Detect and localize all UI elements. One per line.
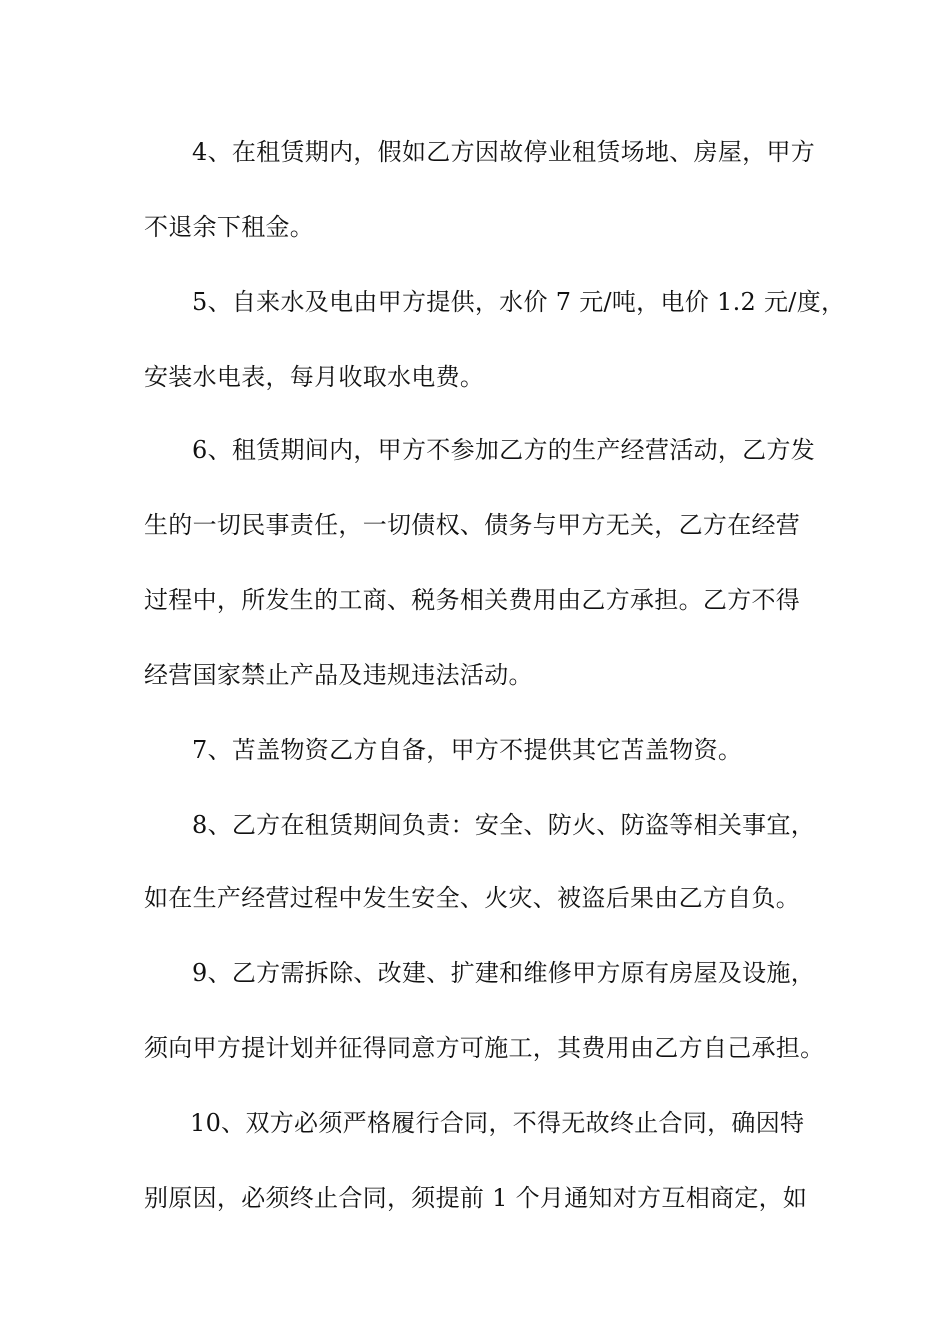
paragraph-5-line-2: 安装水电表，每月收取水电费。 (144, 363, 485, 391)
paragraph-6-line-2: 生的一切民事责任，一切债权、债务与甲方无关，乙方在经营 (144, 511, 801, 539)
paragraph-9-line-2: 须向甲方提计划并征得同意方可施工，其费用由乙方自己承担。 (144, 1034, 825, 1062)
paragraph-4-line-2: 不退余下租金。 (144, 213, 315, 241)
paragraph-9-line-1: 9、乙方需拆除、改建、扩建和维修甲方原有房屋及设施， (192, 959, 816, 987)
paragraph-6-line-1: 6、租赁期间内，甲方不参加乙方的生产经营活动，乙方发 (192, 436, 816, 464)
paragraph-5-line-1: 5、自来水及电由甲方提供，水价 7 元/吨，电价 1.2 元/度， (192, 288, 846, 316)
paragraph-6-line-4: 经营国家禁止产品及违规违法活动。 (144, 661, 533, 689)
paragraph-8-line-2: 如在生产经营过程中发生安全、火灾、被盗后果由乙方自负。 (144, 884, 801, 912)
paragraph-8-line-1: 8、乙方在租赁期间负责：安全、防火、防盗等相关事宜， (192, 811, 816, 839)
paragraph-6-line-3: 过程中，所发生的工商、税务相关费用由乙方承担。乙方不得 (144, 586, 801, 614)
paragraph-4-line-1: 4、在租赁期内，假如乙方因故停业租赁场地、房屋，甲方 (192, 138, 816, 166)
paragraph-7-line-1: 7、苫盖物资乙方自备，甲方不提供其它苫盖物资。 (192, 736, 743, 764)
paragraph-10-line-1: 10、双方必须严格履行合同，不得无故终止合同，确因特 (190, 1109, 805, 1137)
paragraph-10-line-2: 别原因，必须终止合同，须提前 1 个月通知对方互相商定，如 (144, 1184, 808, 1212)
